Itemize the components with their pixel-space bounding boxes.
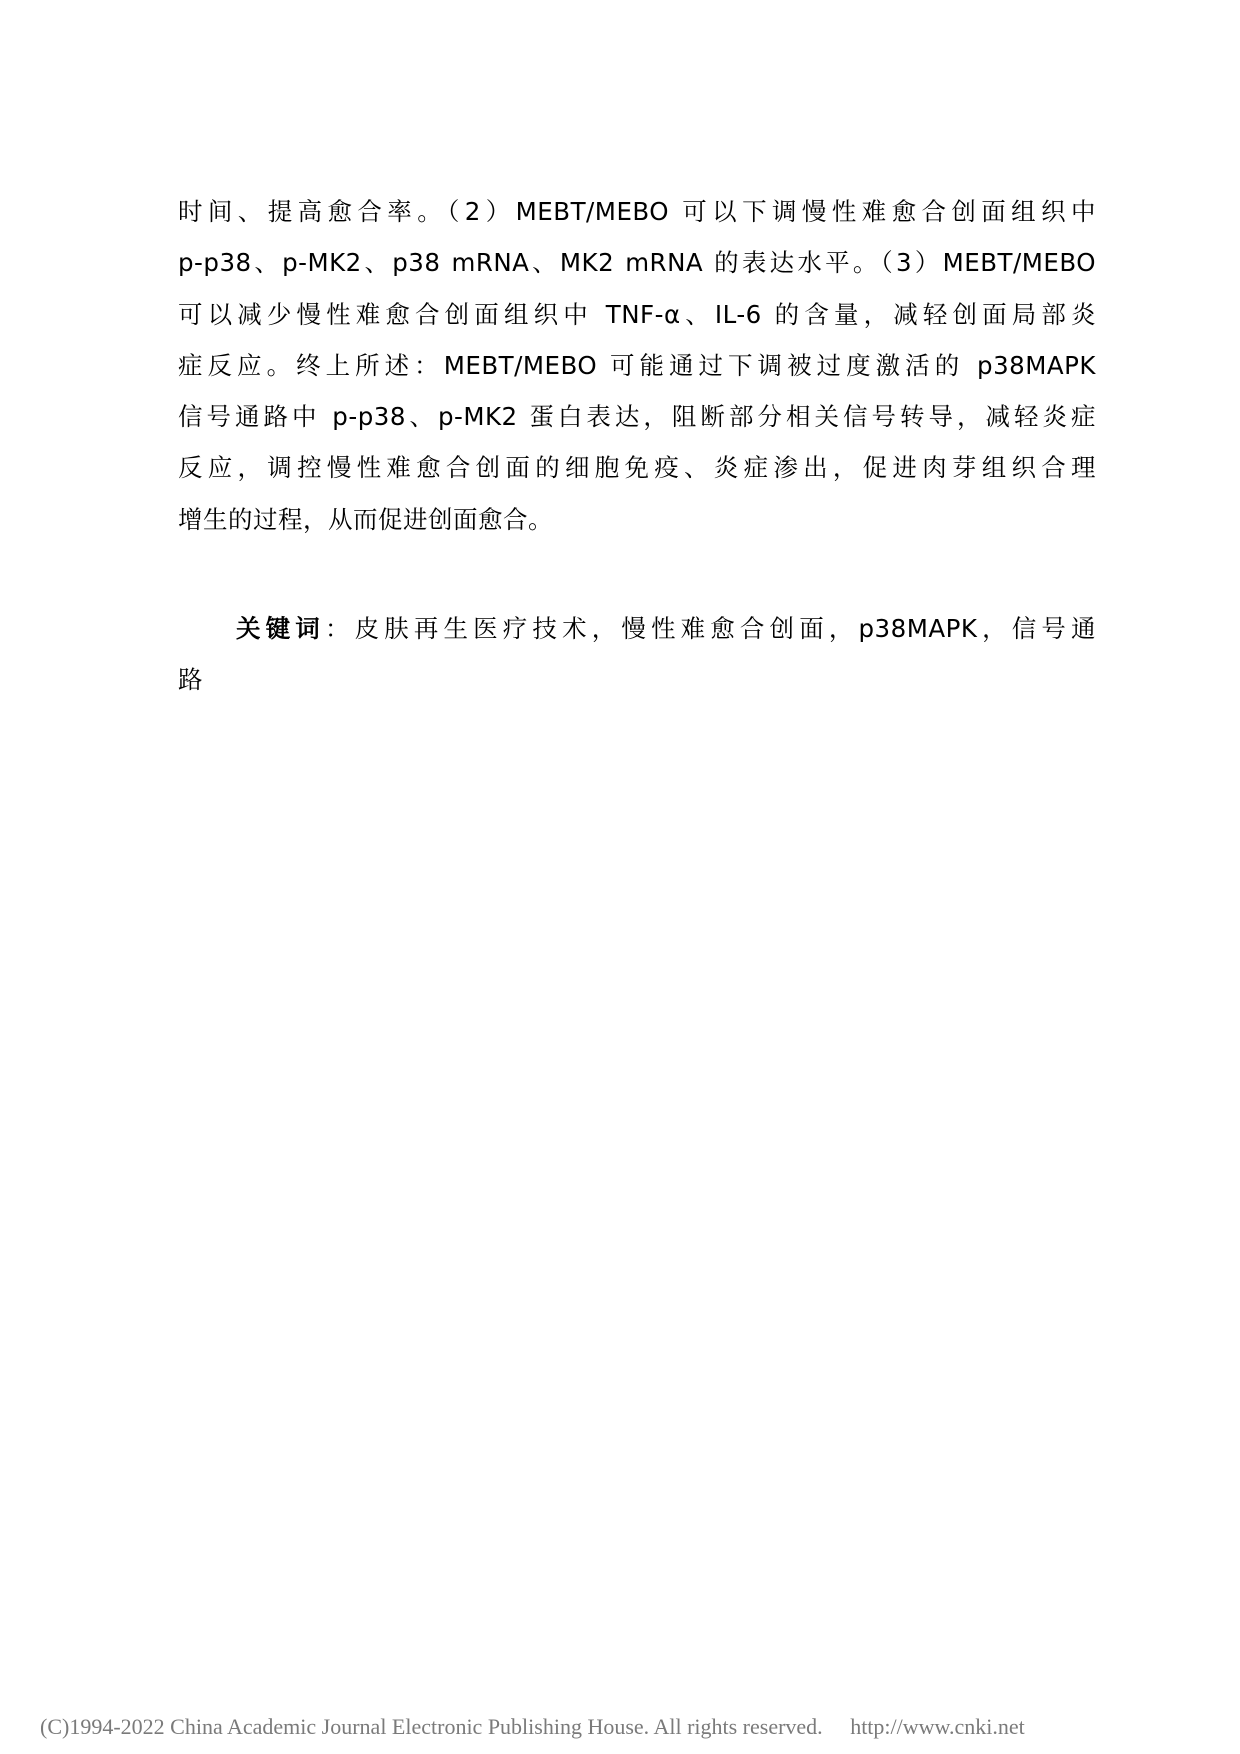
abstract-paragraph <box>178 186 1096 545</box>
abstract-line: 时间、提高愈合率。（2）MEBT/MEBO 可以下调慢性难愈合创面组织中 <box>178 197 1096 226</box>
keywords-text: ：皮肤再生医疗技术，慢性难愈合创面，p38MAPK，信号通 <box>324 614 1097 643</box>
copyright-footer <box>40 1714 1040 1740</box>
abstract-line: 反应，调控慢性难愈合创面的细胞免疫、炎症渗出，促进肉芽组织合理 <box>178 453 1096 483</box>
abstract-line: 信号通路中 p-p38、p-MK2 蛋白表达，阻断部分相关信号转导，减轻炎症 <box>178 402 1096 432</box>
footer-url: http://www.cnki.net <box>850 1714 1025 1739</box>
keywords-line <box>178 603 1096 654</box>
keywords-line-continued: 路 <box>178 665 203 695</box>
keywords-label: 关键词 <box>236 614 325 643</box>
abstract-line: p-p38、p-MK2、p38 mRNA、MK2 mRNA 的表达水平。（3）MEBT/MEBO <box>178 248 1096 278</box>
copyright-text: (C)1994-2022 China Academic Journal Electronic Publishing House. All rights reserved. <box>40 1714 823 1739</box>
abstract-line: 可以减少慢性难愈合创面组织中 TNF-α、IL-6 的含量，减轻创面局部炎 <box>178 299 1096 329</box>
abstract-line: 增生的过程，从而促进创面愈合。 <box>178 504 553 534</box>
abstract-line: 症反应。终上所述：MEBT/MEBO 可能通过下调被过度激活的 p38MAPK <box>178 350 1096 380</box>
keywords-paragraph <box>178 603 1096 706</box>
